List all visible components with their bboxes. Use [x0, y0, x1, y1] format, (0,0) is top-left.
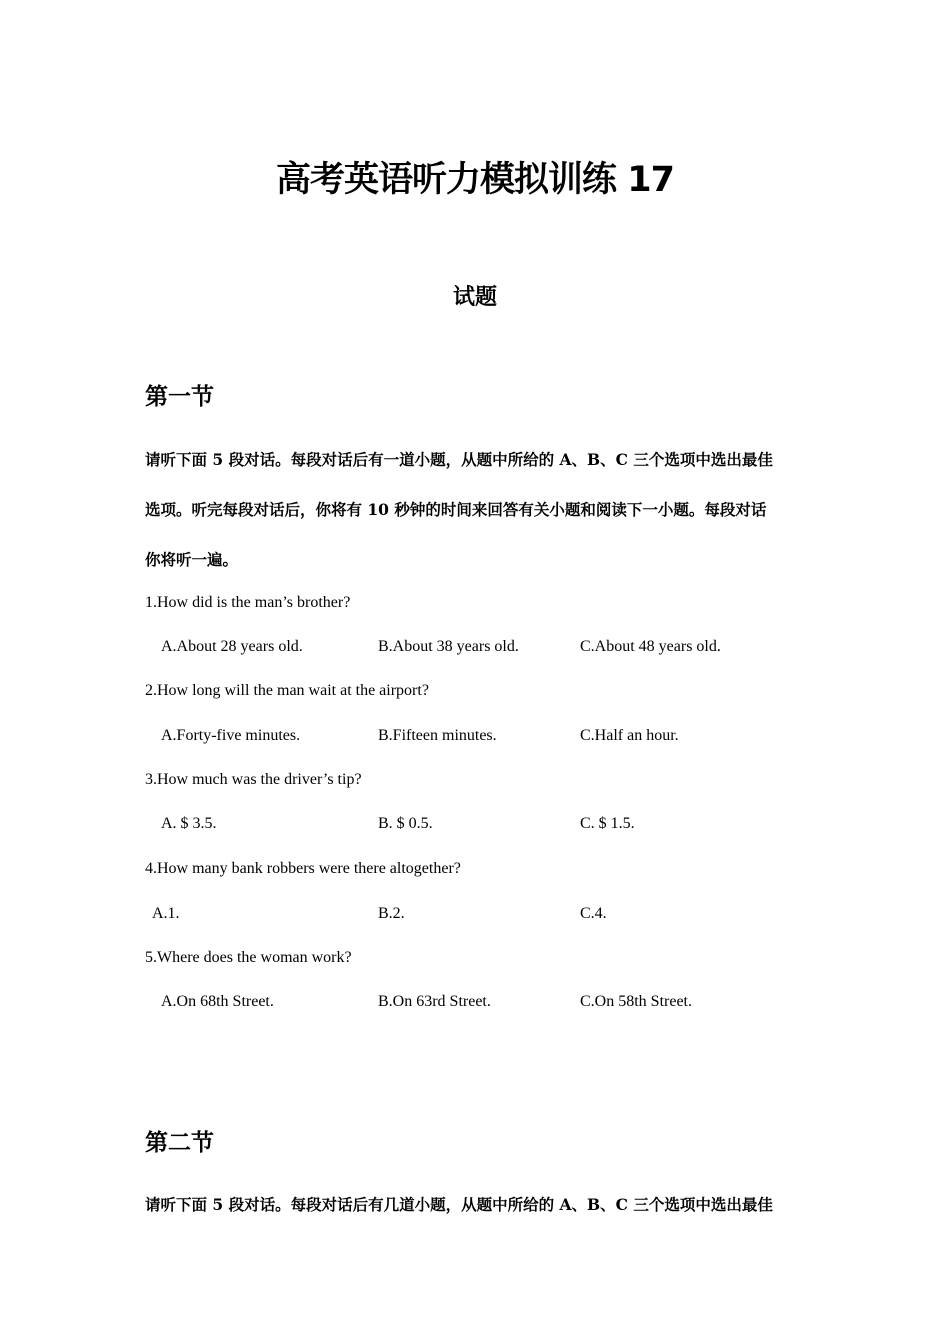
section-1-heading: 第一节 — [145, 384, 214, 410]
instruction-line: 请听下面 5 段对话。每段对话后有一道小题，从题中所给的 A、B、C 三个选项中选出最佳 — [145, 450, 773, 469]
question-5-option-a: A.On 68th Street. — [161, 993, 274, 1010]
instruction-line: 请听下面 5 段对话。每段对话后有几道小题，从题中所给的 A、B、C 三个选项中选出最佳 — [145, 1195, 773, 1214]
question-4: 4.How many bank robbers were there altogether? — [145, 860, 461, 877]
question-3-option-a: A. $ 3.5. — [161, 815, 217, 832]
question-5: 5.Where does the woman work? — [145, 949, 352, 966]
question-2: 2.How long will the man wait at the airport? — [145, 682, 429, 699]
section-1-instructions — [145, 435, 810, 585]
document-subtitle: 试题 — [452, 285, 497, 310]
question-4-option-c: C.4. — [580, 905, 607, 922]
question-4-option-a: A.1. — [152, 905, 180, 922]
question-2-option-c: C.Half an hour. — [580, 727, 679, 744]
instruction-line: 你将听一遍。 — [145, 550, 239, 569]
question-5-option-b: B.On 63rd Street. — [378, 993, 491, 1010]
question-1-option-b: B.About 38 years old. — [378, 638, 519, 655]
section-2-heading: 第二节 — [145, 1130, 214, 1156]
section-2-instructions — [145, 1180, 810, 1230]
question-4-option-b: B.2. — [378, 905, 405, 922]
question-1-option-a: A.About 28 years old. — [161, 638, 303, 655]
question-1-option-c: C.About 48 years old. — [580, 638, 721, 655]
question-1: 1.How did is the man’s brother? — [145, 594, 351, 611]
document-title: 高考英语听力模拟训练 17 — [276, 160, 674, 200]
question-5-option-c: C.On 58th Street. — [580, 993, 692, 1010]
instruction-line: 选项。听完每段对话后，你将有 10 秒钟的时间来回答有关小题和阅读下一小题。每段对话 — [145, 500, 767, 519]
question-3-option-b: B. $ 0.5. — [378, 815, 433, 832]
question-3-option-c: C. $ 1.5. — [580, 815, 635, 832]
question-2-option-b: B.Fifteen minutes. — [378, 727, 497, 744]
question-3: 3.How much was the driver’s tip? — [145, 771, 362, 788]
question-2-option-a: A.Forty-five minutes. — [161, 727, 301, 744]
